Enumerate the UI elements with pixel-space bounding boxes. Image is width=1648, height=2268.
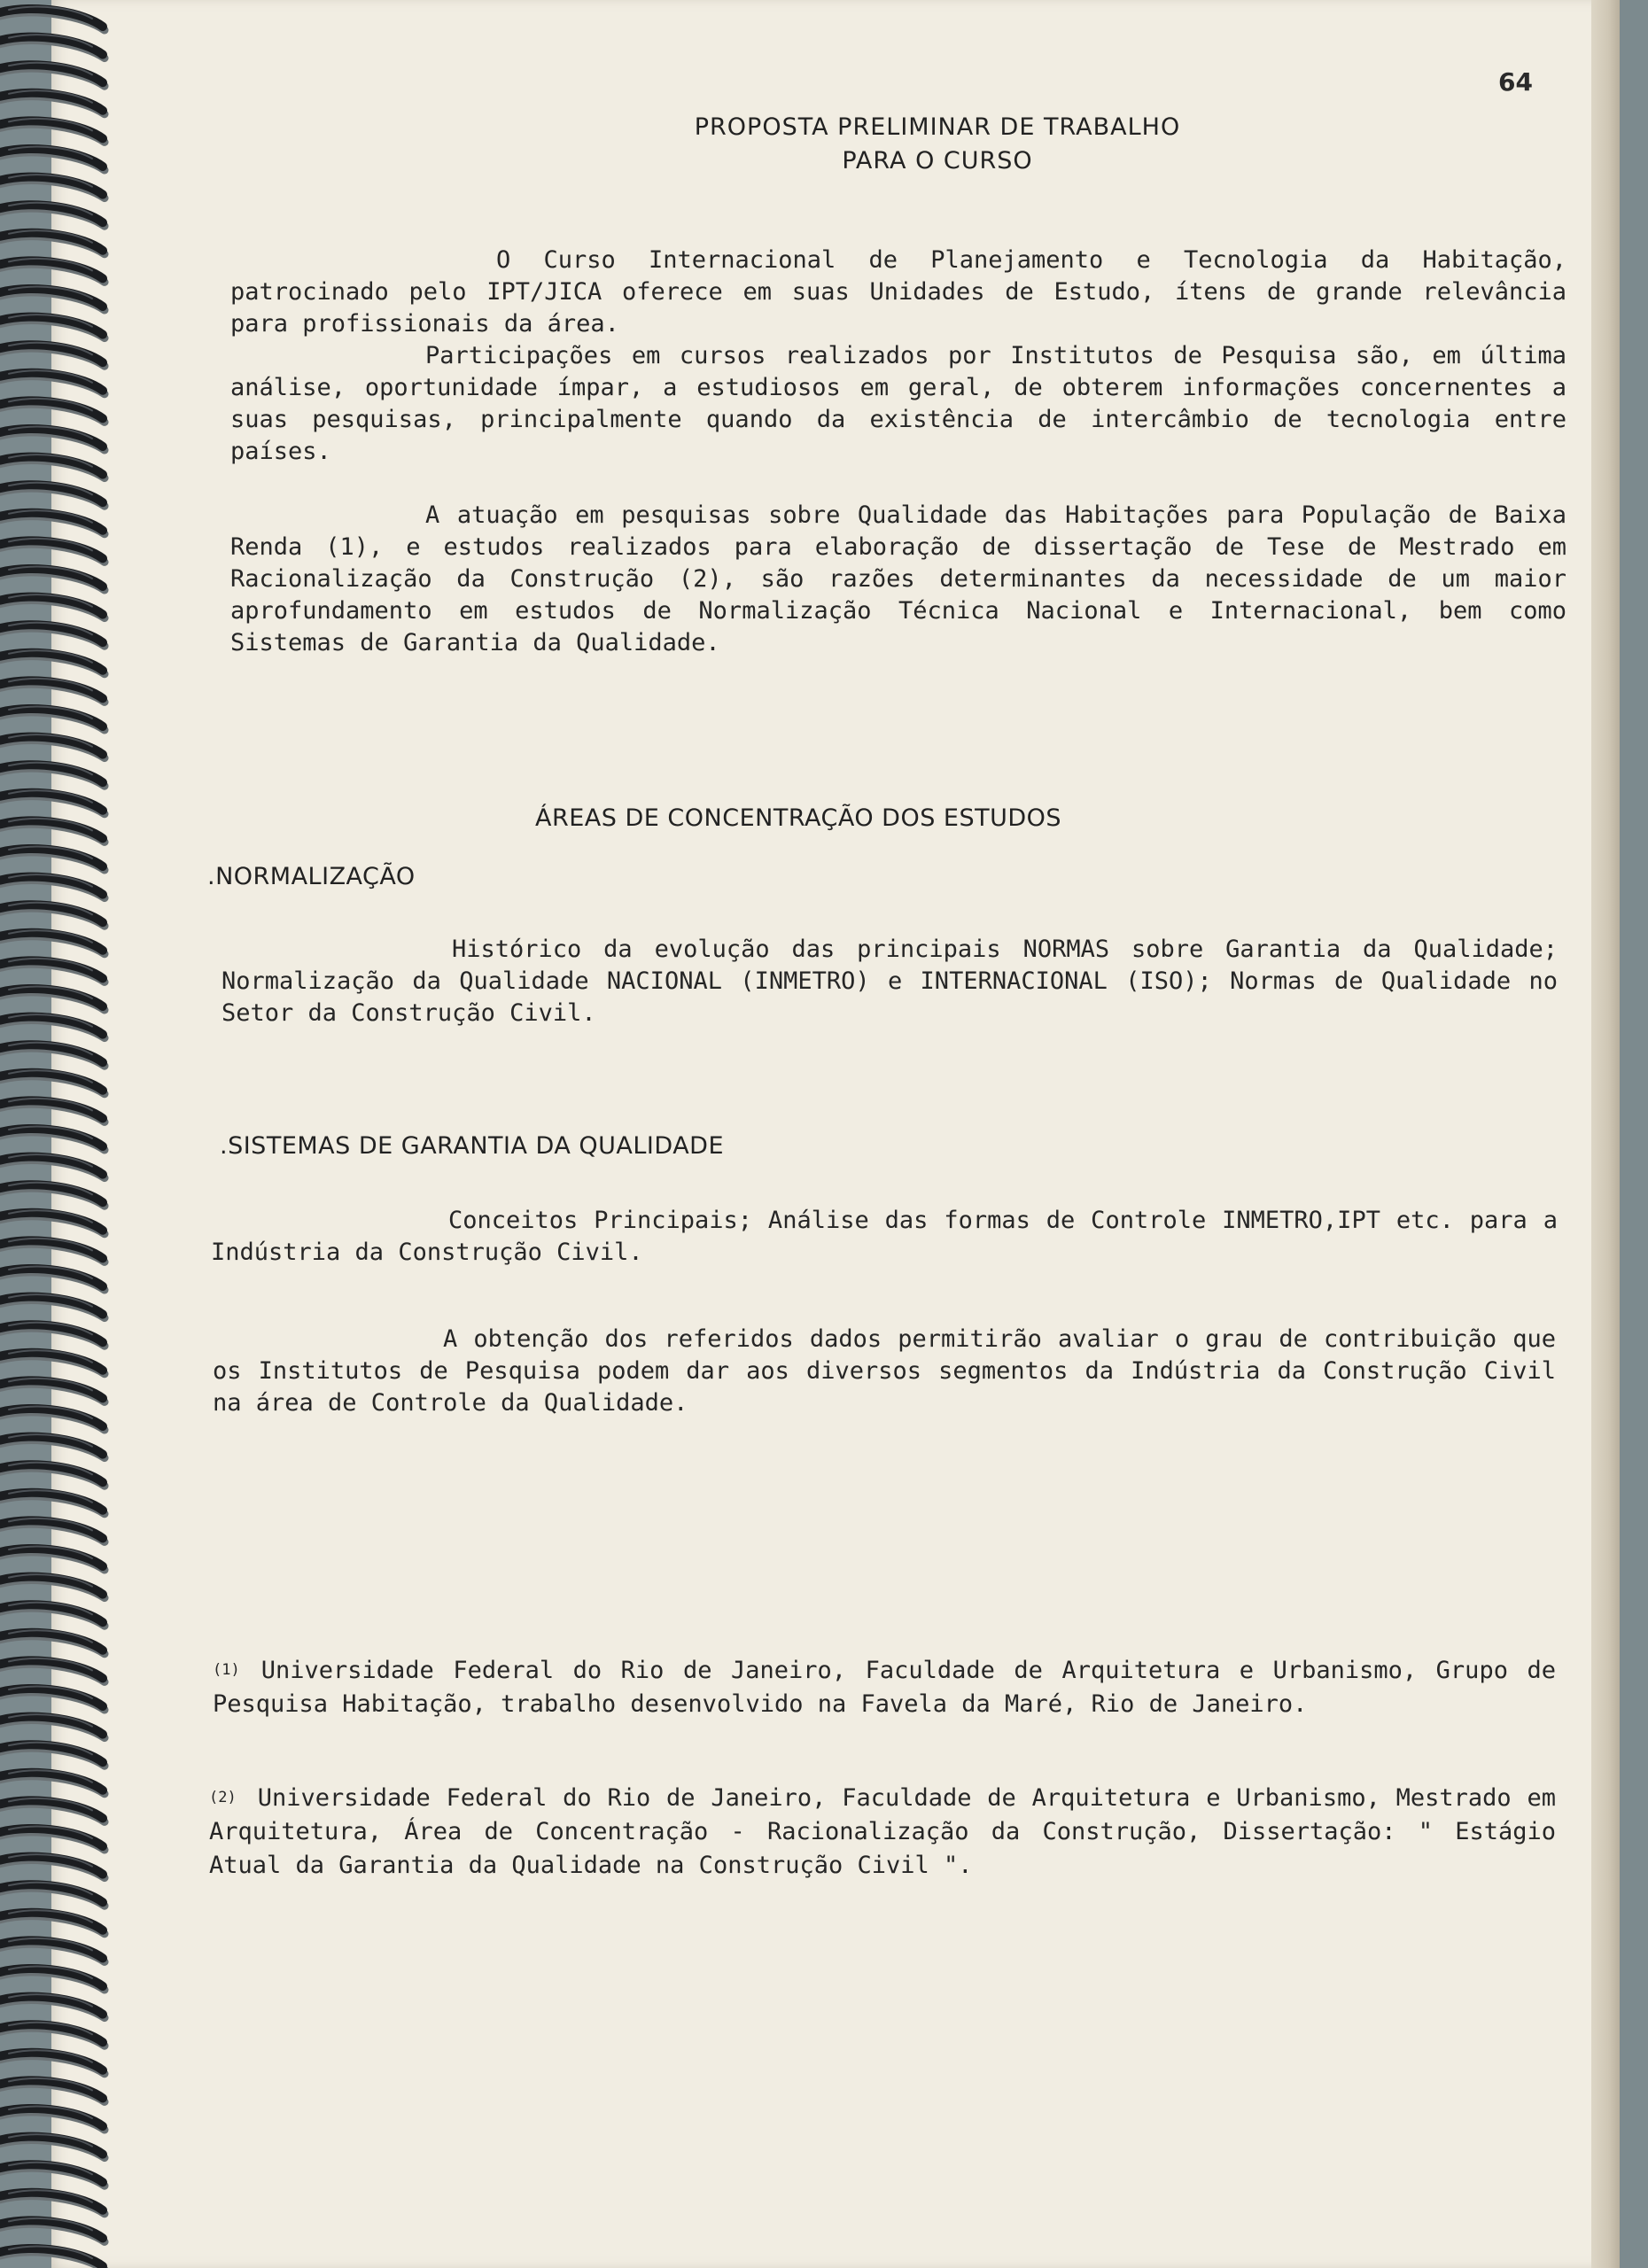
spiral-coil [0,2050,105,2073]
spiral-coil [0,903,105,926]
spiral-coil [0,1014,105,1037]
spiral-coil [0,650,105,673]
page-title-line-2: PARA O CURSO [842,147,1033,175]
spiral-coil [0,1687,105,1710]
spiral-coil [0,2218,105,2241]
spiral-coil [0,1154,105,1177]
spiral-coil [0,1323,105,1346]
spiral-coil [0,119,105,142]
spiral-coil [0,623,105,646]
spiral-coil [0,287,105,310]
spiral-coil [0,819,105,842]
conclusion-paragraph: A obtenção dos referidos dados permitirão avaliar o grau de contribuição que os Institutos de Pesquisa podem dar aos diversos segmentos da Indústria da Construção Civil na área de Controle da Qualidade. [213,1325,1556,1417]
footnote-1: (1) Universidade Federal do Rio de Janeiro, Faculdade de Arquitetura e Urbanismo, Grupo de Pesquisa Habitação, trabalho desenvolvido na Favela da Maré, Rio de Janeiro. [213,1657,1556,1718]
spiral-coil [0,1910,105,1933]
spiral-coil [0,594,105,617]
spiral-coil [0,539,105,562]
footnote-1-marker: (1) [213,1661,240,1679]
sistemas-text: Conceitos Principais; Análise das formas de Controle INMETRO,IPT etc. para a Indústria da Construção Civil. [211,1207,1558,1266]
intro-paragraph-3: A atuação em pesquisas sobre Qualidade das Habitações para População de Baixa Renda (1), e estudos realizados para elaboração de dissertação de Tese de Mestrado em Racionalização da Construção (2), são razões determinantes da necessidade de um maior aprofundamento em estudos de Normalização Técnica Nacional e Internacional, bem como Sistemas de Garantia da Qualidade. [230,501,1566,656]
spiral-coil [0,1350,105,1373]
spiral-coil [0,2078,105,2101]
spiral-coil [0,147,105,170]
spiral-coil [0,1434,105,1457]
spiral-coil [0,707,105,730]
spiral-coil [0,1994,105,2017]
spiral-coil [0,343,105,366]
spiral-coil [0,987,105,1010]
spiral-coil [0,230,105,253]
spiral-coil [0,370,105,393]
spiral-coil [0,1714,105,1737]
spiral-coil [0,1127,105,1150]
spiral-coil [0,1183,105,1206]
spiral-coil [0,874,105,897]
spiral-coil [0,1547,105,1570]
spiral-coil [0,1883,105,1906]
spiral-coil [0,1743,105,1766]
spiral-coil [0,2163,105,2186]
page-edge [1591,0,1620,2268]
spiral-coil [0,734,105,757]
spiral-coil [0,1210,105,1233]
spiral-coil [0,679,105,702]
normalizacao-heading: .NORMALIZAÇÃO [207,863,416,890]
spiral-coil [0,483,105,506]
footnote-2-marker: (2) [209,1789,237,1806]
spiral-coil [0,1463,105,1486]
spiral-coil [0,1574,105,1597]
spiral-coil [0,1827,105,1850]
spiral-coil [0,2247,105,2268]
spiral-coil [0,1854,105,1877]
document-page [51,0,1620,2268]
spiral-coil [0,510,105,533]
spiral-coil [0,1407,105,1430]
spiral-coil [0,1967,105,1990]
spiral-coil [0,175,105,198]
spiral-coil [0,959,105,982]
spiral-coil [0,1603,105,1626]
spiral-coil [0,930,105,953]
spiral-coil [0,2023,105,2046]
spiral-coil [0,567,105,590]
intro-paragraph-1: O Curso Internacional de Planejamento e Tecnologia da Habitação, patrocinado pelo IPT/JICA oferece em suas Unidades de Estudo, ítens de grande relevância para profissionais da área. [230,246,1566,338]
spiral-coil [0,1630,105,1653]
sistemas-heading: .SISTEMAS DE GARANTIA DA QUALIDADE [220,1132,725,1160]
spiral-coil [0,399,105,422]
spiral-coil [0,1770,105,1793]
spiral-coil [0,2190,105,2213]
spiral-coil [0,427,105,450]
page-title-line-1: PROPOSTA PRELIMINAR DE TRABALHO [694,113,1181,141]
spiral-coil [0,763,105,786]
spiral-coil [0,1294,105,1317]
footnote-2: (2) Universidade Federal do Rio de Janeiro, Faculdade de Arquitetura e Urbanismo, Mestrado em Arquitetura, Área de Concentração - Racionalização da Construção, Dissertação: " Estágio Atual da Garantia da Qualidade na Construção Civil ". [209,1784,1556,1879]
spiral-coil [0,1267,105,1290]
spiral-coil [0,1938,105,1961]
spiral-coil [0,2134,105,2157]
spiral-coil [0,90,105,113]
spiral-coil [0,35,105,58]
spiral-coil [0,1043,105,1066]
spiral-coil [0,203,105,226]
spiral-coil [0,315,105,338]
spiral-coil [0,1239,105,1262]
spiral-coil [0,1658,105,1682]
spiral-coil [0,1490,105,1513]
spiral-coil [0,63,105,86]
areas-heading: ÁREAS DE CONCENTRAÇÃO DOS ESTUDOS [535,804,1062,832]
normalizacao-text: Histórico da evolução das principais NORMAS sobre Garantia da Qualidade; Normalização da Qualidade NACIONAL (INMETRO) e INTERNACIONAL (ISO); Normas de Qualidade no Setor da Construção Civil. [222,936,1558,1027]
spiral-coil [0,2107,105,2130]
spiral-coil [0,1518,105,1542]
spiral-coil [0,1379,105,1402]
intro-paragraph-2: Participações em cursos realizados por Institutos de Pesquisa são, em última análise, oportunidade ímpar, a estudiosos em geral, de obterem informações concernentes a suas pesquisas, principalmente quando da existência de intercâmbio de tecnologia entre países. [230,342,1566,465]
spiral-coil [0,1099,105,1122]
spiral-coil [0,7,105,30]
spiral-binding [0,0,124,2268]
spiral-coil [0,259,105,282]
page-number: 64 [1498,67,1533,97]
spiral-coil [0,1070,105,1093]
spiral-coil [0,847,105,870]
spiral-coil [0,1798,105,1821]
spiral-coil [0,454,105,478]
spiral-coil [0,790,105,813]
